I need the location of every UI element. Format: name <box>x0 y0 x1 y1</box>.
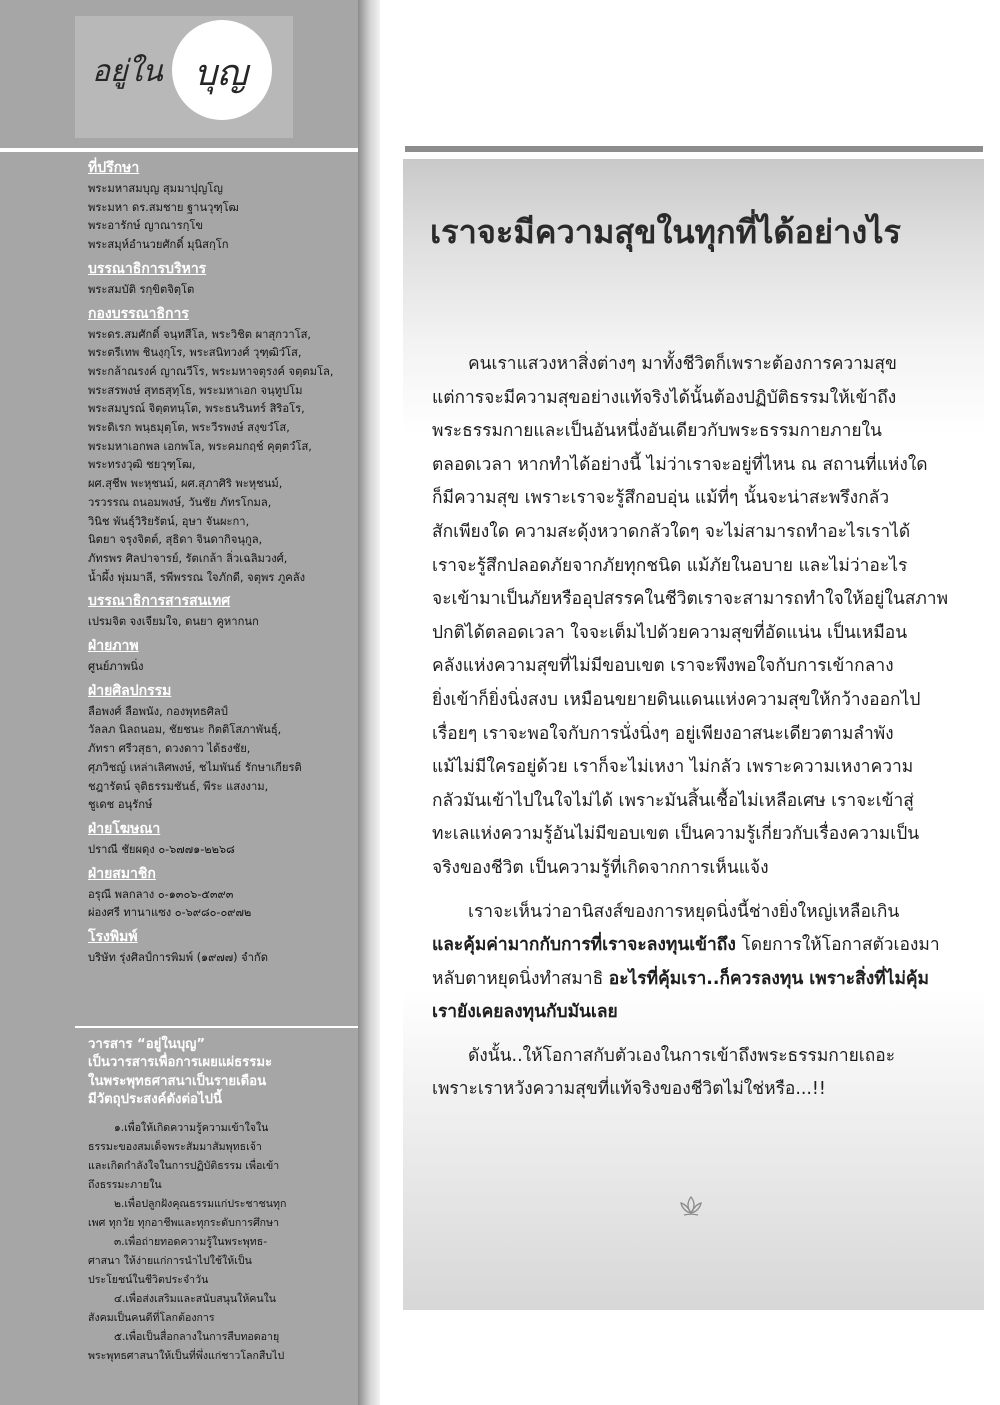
credit-line: ศูนย์ภาพนิ่ง <box>88 660 144 674</box>
body-text: เราจะเห็นว่าอานิสงส์ของการหยุดนิ่งนี้ช่างยิ่งใหญ่เหลือเกิน <box>468 901 900 922</box>
body-text: โดยการให้โอกาสตัวเองมา <box>735 935 940 956</box>
credit-line: ภัทรพร ศิลปาจารย์, รัตเกล้า ลิ่วเฉลิมวงศ์, <box>88 551 288 565</box>
body-text: คลังแห่งความสุขที่ไม่มีขอบเขต เราจะพึงพอใจกับการเข้ากลาง <box>432 656 894 677</box>
credit-line: วินิช พันธุ์วิริยรัตน์, อุษา จันผะกา, <box>88 514 250 528</box>
credit-line: เปรมจิต จงเจียมใจ, ดนยา คูหากนก <box>88 615 259 629</box>
about-objective-line: ๒.เพื่อปลูกฝังคุณธรรมแก่ประชาชนทุก <box>114 1198 287 1211</box>
credit-line: อรุณี พลกลาง ๐-๑๓๐๖-๕๓๙๓ <box>88 887 234 901</box>
body-line <box>432 550 952 584</box>
about-objective-line: ธรรมะของสมเด็จพระสัมมาสัมพุทธเจ้า <box>88 1141 262 1154</box>
about-objective-line: ๔.เพื่อส่งเสริมและสนับสนุนให้คนใน <box>114 1293 277 1306</box>
about-block <box>88 1036 350 1366</box>
body-line <box>432 516 952 550</box>
credit-line: บริษัท รุ่งศิลป์การพิมพ์ (๑๙๗๗) จำกัด <box>88 951 268 965</box>
about-objective-line: และเกิดกำลังใจในการปฏิบัติธรรม เพื่อเข้า <box>88 1160 280 1173</box>
body-text: เรื่อยๆ เราจะพอใจกับการนั่งนิ่งๆ อยู่เพียงอาสนะเดียวตามลำพัง <box>432 723 894 744</box>
credit-line: พระสมบัติ รกฺขิตจิตฺโต <box>88 282 195 296</box>
body-text-bold: อะไรที่คุ้มเรา..ก็ควรลงทุน เพราะสิ่งที่ไม่คุ้ม <box>608 968 930 989</box>
body-text: แม้ไม่มีใครอยู่ด้วย เราก็จะไม่เหงา ไม่กลัว เพราะความเหงาความ <box>432 757 914 778</box>
credit-line: ปราณี ชัยผดุง ๐-๖๗๗๑-๒๒๖๘ <box>88 842 235 856</box>
about-objective-line: ๕.เพื่อเป็นสื่อกลางในการสืบทอดอายุ <box>114 1331 280 1344</box>
credit-section-title: ที่ปรึกษา <box>88 160 140 176</box>
about-objective-line: พระพุทธศาสนาให้เป็นที่พึ่งแก่ชาวโลกสืบไป <box>88 1350 285 1363</box>
credit-section-title: บรรณาธิการสารสนเทศ <box>88 593 231 610</box>
body-text-bold: และคุ้มค่ามากกับการที่เราจะลงทุนเข้าถึง <box>432 935 736 956</box>
credit-line: นิตยา จรุงจิตต์, สุธิดา จินดากิจนุกูล, <box>88 533 263 547</box>
sidebar-divider <box>0 148 358 152</box>
credit-line: ลือพงศ์ ลือพนัง, กองพุทธศิลป์ <box>88 704 228 718</box>
logo-text-part1: อยู่ใน <box>92 54 163 89</box>
credit-section-title: กองบรรณาธิการ <box>88 305 189 322</box>
credit-line: วัลลภ นิลถนอม, ชัยชนะ กิตติโสภาพันธุ์, <box>88 723 282 737</box>
body-text: ทะเลแห่งความรู้อันไม่มีขอบเขต เป็นความรู้เกี่ยวกับเรื่องความเป็น <box>432 824 920 845</box>
credit-section-title: โรงพิมพ์ <box>88 929 138 946</box>
credit-section-title: บรรณาธิการบริหาร <box>88 260 207 277</box>
credit-line: พระมหา ดร.สมชาย ฐานวุฑฺโฒ <box>88 200 239 214</box>
body-line <box>432 751 952 785</box>
credit-line: ชฎารัตน์ จุติธรรมชันธ์, พีระ แสงงาม, <box>88 779 269 793</box>
credit-line: พระดิเรก พนฺธมุตฺโต, พระวีรพงษ์ สงฺขวํโส, <box>88 421 290 435</box>
article-title: เราจะมีความสุขในทุกที่ได้อย่างไร <box>430 213 901 251</box>
credit-line: พระสรพงษ์ สุทธสุทฺโธ, พระมหาเอก จนฺทูปโม <box>88 383 303 397</box>
credit-line: ผศ.สุชีพ พะหุชนม์, ผศ.สุภาศิริ พะหุชนม์, <box>88 477 283 491</box>
credit-line: พระตรีเทพ ชินงฺกุโร, พระสนิทวงศ์ วุฑฺฒิวํโส, <box>88 346 302 360</box>
body-text: ยิ่งเข้าก็ยิ่งนิ่งสงบ เหมือนขยายดินแดนแห่งความสุขให้กว้างออกไป <box>432 689 921 710</box>
about-objective-line: ถึงธรรมะภายใน <box>88 1179 162 1192</box>
credit-line: ภัทรา ศรีวสุธา, ดวงดาว ได้ธงชัย, <box>88 742 251 756</box>
about-heading-line: มีวัตถุประสงค์ดังต่อไปนี้ <box>88 1091 222 1107</box>
body-text: คนเราแสวงหาสิ่งต่างๆ มาทั้งชีวิตก็เพราะต้องการความสุข <box>468 354 897 374</box>
body-line <box>432 718 952 752</box>
credit-line: พระสมุห์อำนวยศักดิ์ มุนิสกฺโก <box>88 238 229 252</box>
about-heading-line: ในพระพุทธศาสนาเป็นรายเดือน <box>88 1073 267 1089</box>
credits-block <box>88 159 350 968</box>
credit-line: วรวรรณ ถนอมพงษ์, วันชัย ภัทรโกมล, <box>88 495 272 509</box>
about-objective-line: เพศ ทุกวัย ทุกอาชีพและทุกระดับการศึกษา <box>88 1217 280 1230</box>
about-heading <box>88 1036 350 1109</box>
about-objective-line: สังคมเป็นคนดีที่โลกต้องการ <box>88 1312 215 1325</box>
credit-section-title: ฝ่ายโฆษณา <box>88 820 161 837</box>
body-line <box>432 929 952 963</box>
body-line <box>432 1040 952 1074</box>
body-line <box>432 348 952 382</box>
about-objective-line: ศาสนา ให้ง่ายแก่การนำไปใช้ให้เป็น <box>88 1255 252 1268</box>
credit-line: พระดร.สมศักดิ์ จนฺทสีโล, พระวิชิต ผาสุกวาโส, <box>88 327 311 341</box>
credit-line: น้ำผึ้ง พุ่มมาลี, รพีพรรณ ใจภักดี, จตุพร ภูคลัง <box>88 570 306 584</box>
credit-line: ผ่องศรี ทานาแซง ๐-๖๙๘๐-๐๙๗๒ <box>88 906 252 920</box>
lotus-icon <box>678 1194 704 1218</box>
body-line <box>432 684 952 718</box>
body-line <box>432 852 952 886</box>
about-objective-line: ประโยชน์ในชีวิตประจำวัน <box>88 1274 209 1287</box>
body-text: ดังนั้น..ให้โอกาสกับตัวเองในการเข้าถึงพระธรรมกายเถอะ <box>468 1045 896 1066</box>
credit-line: พระทรงวุฒิ ชยวุฑฺโฒ, <box>88 458 196 472</box>
credit-section-title: ฝ่ายสมาชิก <box>88 865 156 882</box>
body-text: จะเข้ามาเป็นภัยหรืออุปสรรคในชีวิตเราจะสามารถทำใจให้อยู่ในสภาพ <box>432 589 949 610</box>
body-line <box>432 963 952 997</box>
about-heading-line: เป็นวารสารเพื่อการเผยแผ่ธรรมะ <box>88 1055 273 1071</box>
body-text: เพราะเราหวังความสุขที่แท้จริงของชีวิตไม่ใช่หรือ...!! <box>432 1079 826 1100</box>
credit-section-title: ฝ่ายศิลปกรรม <box>88 682 172 699</box>
about-heading-line: วารสาร “อยู่ในบุญ” <box>88 1037 206 1052</box>
credit-line: พระอารักษ์ ญาณารกฺโข <box>88 219 204 233</box>
body-text: พระธรรมกายและเป็นอันหนึ่งอันเดียวกับพระธรรมกายภายใน <box>432 421 882 442</box>
body-text: จริงของชีวิต เป็นความรู้ที่เกิดจากการเห็นแจ้ง <box>432 857 769 878</box>
sidebar-edge-shadow <box>358 0 380 1405</box>
body-line <box>432 583 952 617</box>
credit-line: ชูเดช อนุรักษ์ <box>88 798 153 812</box>
body-line <box>432 1073 952 1107</box>
credit-line: พระกล้าณรงค์ ญาณวีโร, พระมหาจตุรงค์ จตฺตมโล, <box>88 364 334 378</box>
top-rule <box>405 146 983 152</box>
body-line <box>432 996 952 1030</box>
body-line <box>432 650 952 684</box>
body-text: สักเพียงใด ความสะดุ้งหวาดกลัวใดๆ จะไม่สามารถทำอะไรเราได้ <box>432 521 911 542</box>
article-body <box>432 348 952 1107</box>
credit-line: ศุภวิชญ์ เหล่าเลิศพงษ์, ชไมพันธ์ รักษาเกียรติ <box>88 760 302 774</box>
about-objective-line: ๑.เพื่อให้เกิดความรู้ความเข้าใจใน <box>114 1122 269 1135</box>
body-line <box>432 449 952 483</box>
about-objectives-list <box>88 1119 350 1366</box>
body-line <box>432 785 952 819</box>
body-text: ปกติได้ตลอดเวลา ใจจะเต็มไปด้วยความสุขที่อัดแน่น เป็นเหมือน <box>432 622 908 643</box>
body-text-bold: เรายังเคยลงทุนกับมันเลย <box>432 1002 618 1023</box>
body-line <box>432 382 952 416</box>
body-text: ก็มีความสุข เพราะเราจะรู้สึกอบอุ่น แม้ที่ๆ นั้นจะน่าสะพรึงกลัว <box>432 488 890 509</box>
body-line <box>432 896 952 930</box>
credit-line: พระมหาเอกพล เอกพโล, พระคมกฤช์ คุตฺตวํโส, <box>88 439 312 453</box>
body-text: ตลอดเวลา หากทำได้อย่างนี้ ไม่ว่าเราจะอยู่ที่ไหน ณ สถานที่แห่งใด <box>432 454 928 475</box>
logo-text-part2: บุญ <box>194 53 248 94</box>
body-text: เราจะรู้สึกปลอดภัยจากภัยทุกชนิด แม้ภัยในอบาย และไม่ว่าอะไร <box>432 555 908 576</box>
body-text: หลับตาหยุดนิ่งทำสมาธิ <box>432 968 609 989</box>
body-line <box>432 818 952 852</box>
body-text: แต่การจะมีความสุขอย่างแท้จริงได้นั้นต้องปฏิบัติธรรมให้เข้าถึง <box>432 387 897 408</box>
credit-section-title: ฝ่ายภาพ <box>88 638 139 655</box>
credit-line: พระมหาสมบุญ สุมมาปุญโญ <box>88 182 223 195</box>
body-text: กลัวมันเข้าไปในใจไม่ได้ เพราะมันสิ้นเชื้อไม่เหลือเศษ เราจะเข้าสู่ <box>432 790 914 811</box>
body-line <box>432 482 952 516</box>
sidebar-separator <box>75 1026 358 1028</box>
about-objective-line: ๓.เพื่อถ่ายทอดความรู้ในพระพุทธ- <box>114 1236 268 1249</box>
body-line <box>432 415 952 449</box>
credit-line: พระสมบูรณ์ จิตฺตทนฺโต, พระธนรินทร์ สิริอโร, <box>88 402 305 416</box>
body-line <box>432 617 952 651</box>
